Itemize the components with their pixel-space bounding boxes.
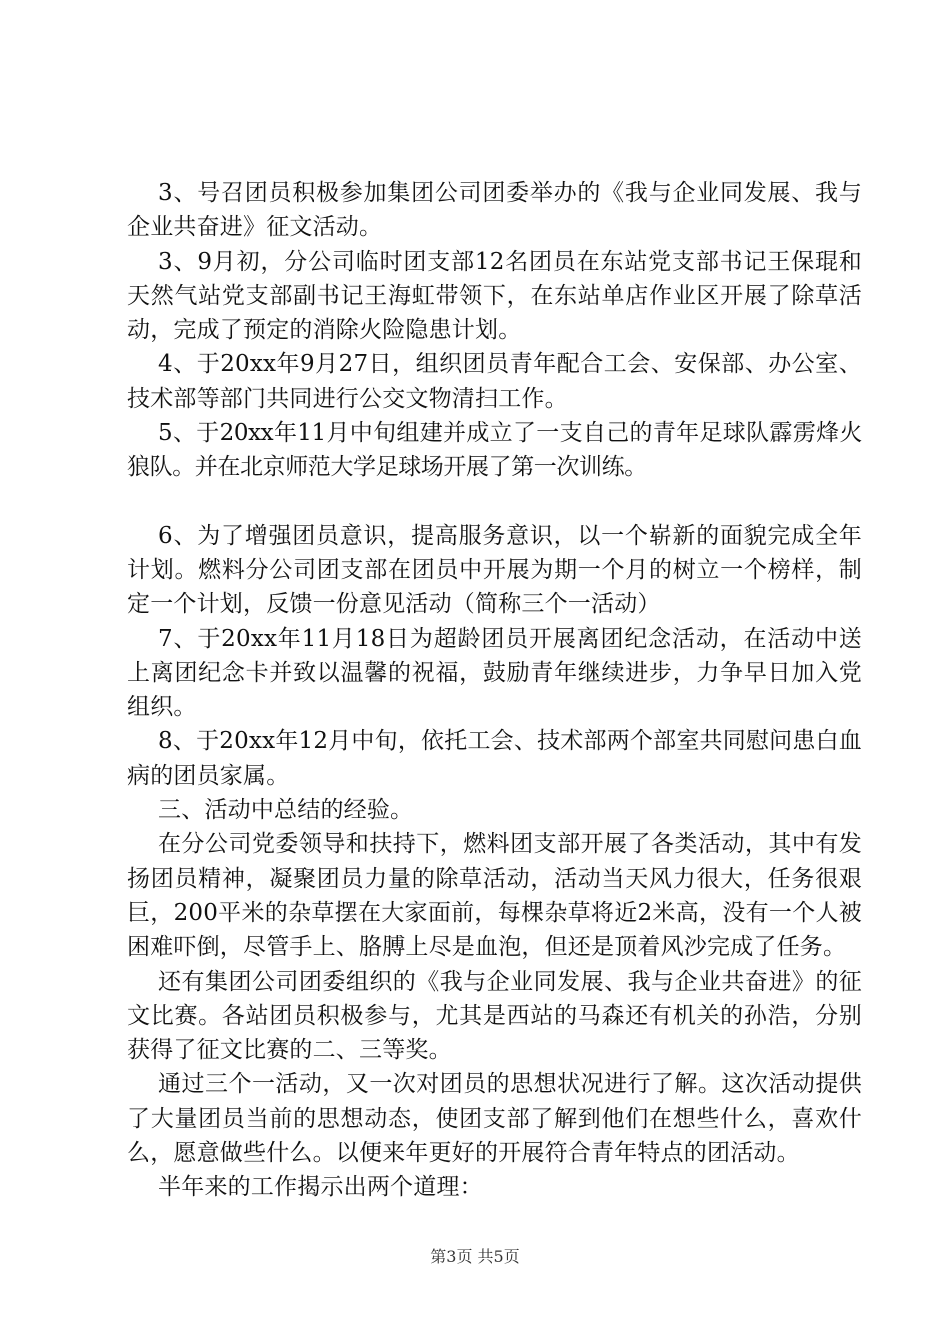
paragraph-item-5-football: 5、于20xx年11月中旬组建并成立了一支自己的青年足球队霹雳烽火狼队。并在北京师范大学足球场开展了第一次训练。 — [127, 420, 862, 481]
document-body — [127, 176, 862, 1205]
paragraph-weeding-summary: 在分公司党委领导和扶持下，燃料团支部开展了各类活动，其中有发扬团员精神，凝聚团员力量的除草活动，活动当天风力很大，任务很艰巨，200平米的杂草摆在大家面前，每棵杂草将近2米高，没有一个人被困难吓倒，尽管手上、胳膊上尽是血泡，但还是顶着风沙完成了任务。 — [127, 831, 862, 961]
paragraph-spacer — [127, 485, 862, 519]
paragraph-item-3-weeding: 3、9月初，分公司临时团支部12名团员在东站党支部书记王保琨和天然气站党支部副书记王海虹带领下，在东站单店作业区开展了除草活动，完成了预定的消除火险隐患计划。 — [127, 248, 862, 344]
section-heading-experience: 三、活动中总结的经验。 — [158, 797, 414, 824]
paragraph-item-6-three-ones: 6、为了增强团员意识，提高服务意识，以一个崭新的面貌完成全年计划。燃料分公司团支部在团员中开展为期一个月的树立一个榜样，制定一个计划，反馈一份意见活动（简称三个一活动） — [127, 522, 862, 618]
paragraph-item-7-farewell: 7、于20xx年11月18日为超龄团员开展离团纪念活动，在活动中送上离团纪念卡并致以温馨的祝福，鼓励青年继续进步，力争早日加入党组织。 — [127, 625, 862, 721]
paragraph-item-3-essay: 3、号召团员积极参加集团公司团委举办的《我与企业同发展、我与企业共奋进》征文活动。 — [127, 180, 862, 241]
paragraph-item-4-cleaning: 4、于20xx年9月27日，组织团员青年配合工会、安保部、办公室、技术部等部门共同进行公交文物清扫工作。 — [127, 351, 862, 412]
paragraph-two-lessons: 半年来的工作揭示出两个道理： — [158, 1174, 483, 1201]
paragraph-essay-contest: 还有集团公司团委组织的《我与企业同发展、我与企业共奋进》的征文比赛。各站团员积极参与，尤其是西站的马森还有机关的孙浩，分别获得了征文比赛的二、三等奖。 — [127, 968, 862, 1064]
paragraph-three-ones-summary: 通过三个一活动，又一次对团员的思想状况进行了解。这次活动提供了大量团员当前的思想动态，使团支部了解到他们在想些什么，喜欢什么，愿意做些什么。以便来年更好的开展符合青年特点的团活动。 — [127, 1071, 862, 1167]
page-number-footer: 第3页 共5页 — [430, 1247, 520, 1266]
paragraph-item-8-condolence: 8、于20xx年12月中旬，依托工会、技术部两个部室共同慰问患白血病的团员家属。 — [127, 728, 862, 789]
